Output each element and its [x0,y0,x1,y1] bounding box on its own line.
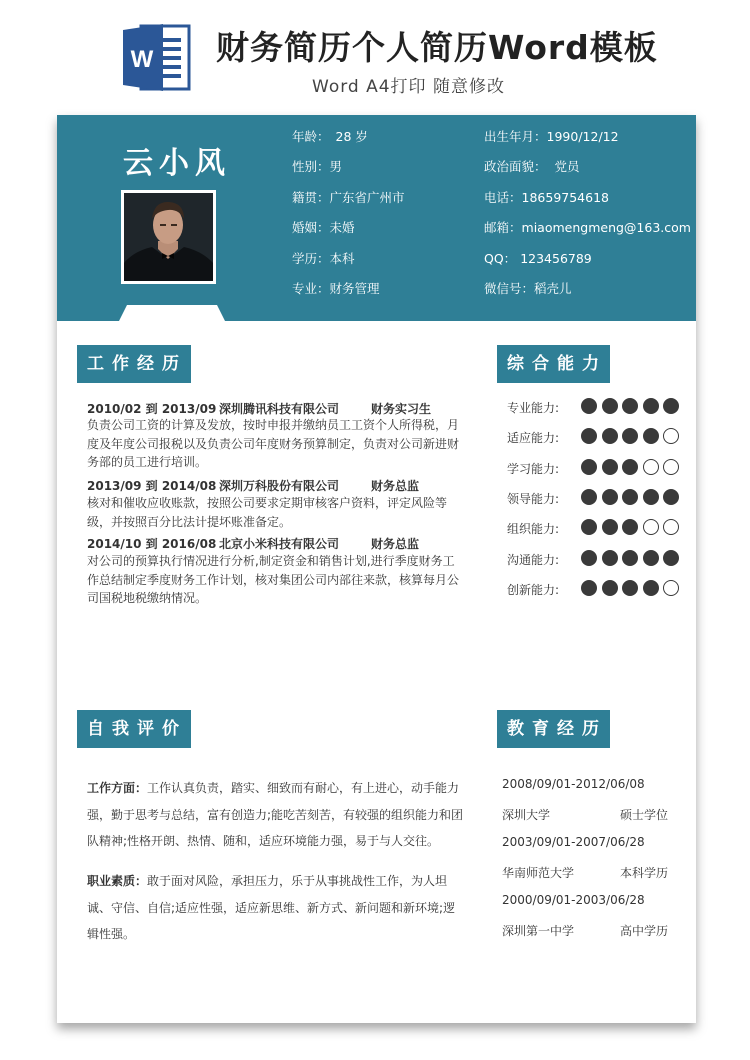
evaluation-work: 工作方面：工作认真负责，踏实、细致而有耐心，有上进心，动手能力强，勤于思考与总结，富有创造力;能吃苦刻苦，有较强的组织能力和团队精神;性格开朗、热情、随和，适应环境能力强，易于与人交往。 [87,781,464,848]
job-position: 财务总监 [371,537,420,551]
job-period: 2010/02 到 2013/09 [87,402,217,416]
edu-degree-3: 高中学历 [620,924,669,938]
job-period: 2014/10 到 2016/08 [87,537,217,551]
job-description-1: 负责公司工资的计算及发放，按时申报并缴纳员工工资个人所得税，月度及年度公司报税以及负责公司年度财务预算制定，负责对公司新进财务部的员工进行培训。 [87,418,460,469]
rating-dot-filled [602,550,618,566]
info-hometown: 籍贯：广东省广州市 [292,190,405,205]
info-email: 邮箱：miaomengmeng@163.com [484,220,691,235]
svg-text:W: W [130,46,154,73]
profile-banner [57,115,696,321]
job-company: 深圳腾讯科技有限公司 [219,402,340,416]
edu-school-3: 深圳第一中学 [502,924,575,938]
rating-dot-filled [643,489,659,505]
profile-photo [121,190,216,284]
promo-subtitle: Word A4打印 随意修改 [312,77,505,97]
rating-dot-empty [663,580,679,596]
rating-dot-filled [622,580,638,596]
rating-dot-filled [602,489,618,505]
job-position: 财务总监 [371,479,420,493]
rating-dot-empty [643,519,659,535]
rating-dot-filled [581,580,597,596]
rating-dot-filled [622,519,638,535]
rating-dot-filled [581,428,597,444]
rating-dot-filled [663,398,679,414]
candidate-name: 云小风 [123,146,231,181]
rating-dot-filled [581,550,597,566]
section-title-skills: 综合能力 [497,345,610,383]
rating-dot-filled [581,459,597,475]
edu-school-2: 华南师范大学 [502,866,575,880]
rating-dot-filled [581,398,597,414]
rating-dot-filled [602,580,618,596]
evaluation-quality: 职业素质：敢于面对风险，承担压力，乐于从事挑战性工作，为人坦诚、守信、自信;适应性强，适应新思维、新方式、新问题和新环境;逻辑性强。 [87,874,456,941]
skill-label: 适应能力: [507,431,560,446]
job-company: 北京小米科技有限公司 [219,537,340,551]
rating-dot-filled [622,459,638,475]
info-gender: 性别：男 [292,159,343,174]
rating-dot-filled [602,519,618,535]
info-education: 学历：本科 [292,251,355,266]
rating-dot-filled [622,489,638,505]
info-age: 年龄： 28 岁 [292,129,368,144]
job-position: 财务实习生 [371,402,432,416]
rating-dot-filled [622,428,638,444]
edu-school-1: 深圳大学 [502,808,551,822]
rating-dot-filled [643,580,659,596]
job-period: 2013/09 到 2014/08 [87,479,217,493]
info-wechat: 微信号：稻壳儿 [484,281,572,296]
skill-label: 领导能力: [507,491,560,506]
info-major: 专业：财务管理 [292,281,380,296]
edu-degree-2: 本科学历 [620,866,669,880]
section-title-evaluation: 自我评价 [77,710,191,748]
rating-dot-filled [602,428,618,444]
promo-header [0,0,750,105]
section-title-education: 教育经历 [497,710,610,748]
promo-title: 财务简历个人简历Word模板 [216,28,658,67]
rating-dot-filled [581,519,597,535]
section-title-work: 工作经历 [77,345,191,383]
rating-dot-filled [581,489,597,505]
info-birthdate: 出生年月：1990/12/12 [484,129,619,144]
rating-dot-empty [663,428,679,444]
rating-dot-empty [643,459,659,475]
word-icon [123,22,191,93]
edu-degree-1: 硕士学位 [620,808,669,822]
skill-label: 创新能力: [507,582,560,597]
banner-tab-decoration [117,305,227,325]
rating-dot-filled [643,428,659,444]
rating-dot-filled [643,398,659,414]
edu-period-1: 2008/09/01-2012/06/08 [502,777,645,791]
rating-dot-filled [643,550,659,566]
job-company: 深圳万科股份有限公司 [219,479,340,493]
edu-period-3: 2000/09/01-2003/06/28 [502,893,645,907]
rating-dot-empty [663,519,679,535]
person-portrait-icon [124,193,213,281]
edu-period-2: 2003/09/01-2007/06/28 [502,835,645,849]
skill-label: 专业能力: [507,401,560,415]
rating-dot-filled [663,550,679,566]
rating-dot-filled [622,398,638,414]
info-phone: 电话：18659754618 [484,190,609,205]
rating-dot-filled [622,550,638,566]
info-political: 政治面貌： 党员 [484,159,580,174]
skill-label: 学习能力: [507,461,560,476]
resume-sheet [57,115,696,1023]
rating-dot-empty [663,459,679,475]
rating-dot-filled [602,398,618,414]
rating-dot-filled [663,489,679,505]
job-description-3: 对公司的预算执行情况进行分析,制定资金和销售计划,进行季度财务工作总结制定季度财务工作计划，核对集团公司内部往来款，核算每月公司国税地税缴纳情况。 [87,554,460,605]
rating-dot-filled [602,459,618,475]
skill-label: 组织能力: [507,522,560,537]
job-description-2: 核对和催收应收账款，按照公司要求定期审核客户资料，评定风险等级，并按照百分比法计提坏账准备定。 [87,496,448,529]
info-qq: QQ： 123456789 [484,251,592,266]
info-marital: 婚姻：未婚 [292,220,355,235]
skill-label: 沟通能力: [507,552,560,567]
